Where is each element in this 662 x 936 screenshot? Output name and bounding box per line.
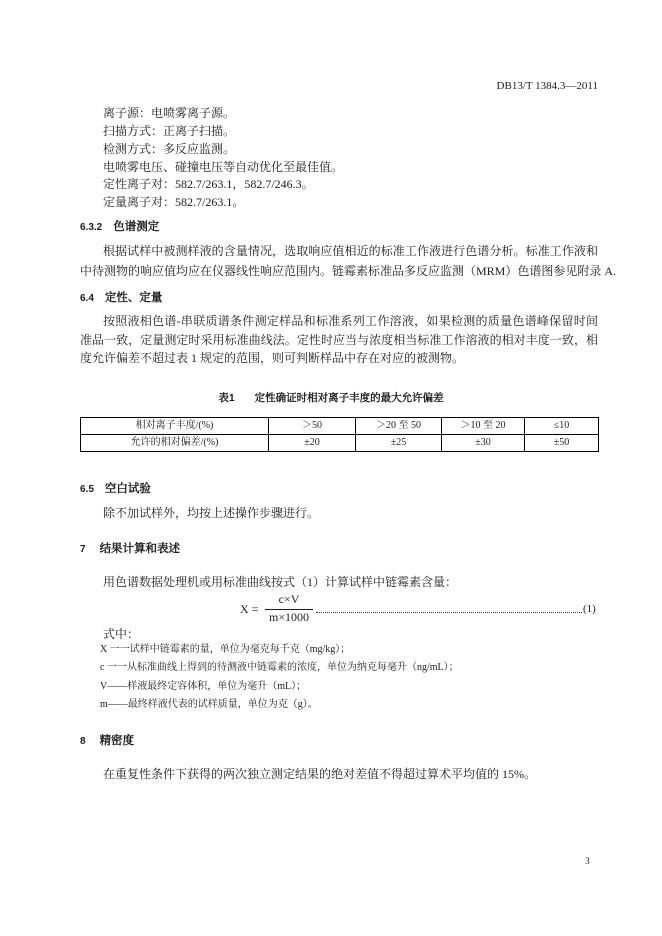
condition-voltages: 电喷雾电压、碰撞电压等自动优化至最佳值。 <box>103 160 344 174</box>
paragraph-line: 根据试样中被测样液的含量情况，选取响应值相近的标准工作液进行色谱分析。标准工作液和 <box>103 244 598 258</box>
condition-quantitative-ion-pair: 定量离子对：582.7/263.1。 <box>103 195 245 209</box>
table-cell: ＞20 至 50 <box>356 418 442 435</box>
section-heading-6-5 <box>80 480 151 498</box>
where-label: 式中： <box>103 627 140 641</box>
table-cell: ±50 <box>525 435 599 452</box>
condition-scan-mode: 扫描方式：正离子扫描。 <box>103 124 236 138</box>
variable-definition-c: c 一一从标准曲线上得到的待测液中链霉素的浓度，单位为纳克每毫升（ng/mL）； <box>100 662 459 673</box>
section-number: 7 <box>80 544 86 555</box>
section-title: 定性、定量 <box>104 292 163 304</box>
table-caption <box>0 390 662 406</box>
section-number: 6.3.2 <box>80 222 103 233</box>
variable-definition-x: X 一一试样中链霉素的量，单位为毫克每千克（mg/kg）； <box>100 644 351 655</box>
table-header-row <box>81 418 599 435</box>
formula-denominator: m×1000 <box>268 610 310 624</box>
table-row <box>81 435 599 452</box>
page-number: 3 <box>585 857 590 867</box>
section-title: 空白试验 <box>104 483 151 495</box>
table-cell: ±25 <box>356 435 442 452</box>
condition-detection-mode: 检测方式：多反应监测。 <box>103 142 236 156</box>
paragraph-line: 准品一致，定量测定时采用标准曲线法。定性时应当与浓度相当标准工作溶液的相对丰度一致，相 <box>80 333 598 347</box>
section-heading-8 <box>80 732 134 750</box>
paragraph-line: 度允许偏差不超过表 1 规定的范围，则可判断样品中存在对应的被测物。 <box>80 351 465 365</box>
section-title: 结果计算和表述 <box>99 543 181 555</box>
paragraph-line: 中待测物的响应值均应在仪器线性响应范围内。链霉素标准品多反应监测（MRM）色谱图参见附录 A. <box>80 264 617 278</box>
table-relative-ion-abundance <box>80 417 599 452</box>
section-title: 精密度 <box>99 735 135 747</box>
paragraph-line: 在重复性条件下获得的两次独立测定结果的绝对差值不得超过算术平均值的 15%。 <box>103 767 536 781</box>
section-number: 6.4 <box>80 293 94 304</box>
formula-lhs: X = <box>240 602 259 616</box>
condition-ion-source: 离子源：电喷雾离子源。 <box>103 106 236 120</box>
document-code: DB13/T 1384.3—2011 <box>496 80 598 92</box>
table-caption-text: 定性确证时相对离子丰度的最大允许偏差 <box>254 392 444 404</box>
formula-numerator: c×V <box>265 592 313 610</box>
formula-fraction <box>265 592 313 625</box>
table-cell: ＞10 至 20 <box>442 418 525 435</box>
table-cell: ≤10 <box>525 418 599 435</box>
section-title: 色谱测定 <box>113 221 160 233</box>
table-cell: ±20 <box>269 435 356 452</box>
section-number: 6.5 <box>80 484 94 495</box>
section-heading-6-3-2 <box>80 218 159 236</box>
section-number: 8 <box>80 736 86 747</box>
paragraph-line: 用色谱数据处理机或用标准曲线按式（1）计算试样中链霉素含量： <box>103 575 458 589</box>
formula-number: (1) <box>583 603 596 615</box>
paragraph-line: 按照液相色谱-串联质谱条件测定样品和标准系列工作溶液，如果检测的质量色谱峰保留时间 <box>103 314 598 328</box>
variable-definition-m: m——最终样液代表的试样质量，单位为克（g）。 <box>100 699 318 710</box>
variable-definition-v: V——样液最终定容体积，单位为毫升（mL）； <box>100 681 307 692</box>
table-cell: 相对离子丰度/(%) <box>81 418 269 435</box>
paragraph-line: 除不加试样外，均按上述操作步骤进行。 <box>103 506 320 520</box>
table-label: 表1 <box>218 392 235 404</box>
section-heading-7 <box>80 540 180 558</box>
table-cell: ＞50 <box>269 418 356 435</box>
section-heading-6-4 <box>80 289 162 307</box>
dot-leader <box>316 603 582 613</box>
table-cell: 允许的相对偏差/(%) <box>81 435 269 452</box>
table-cell: ±30 <box>442 435 525 452</box>
condition-qualitative-ion-pairs: 定性离子对：582.7/263.1，582.7/246.3。 <box>103 177 314 191</box>
